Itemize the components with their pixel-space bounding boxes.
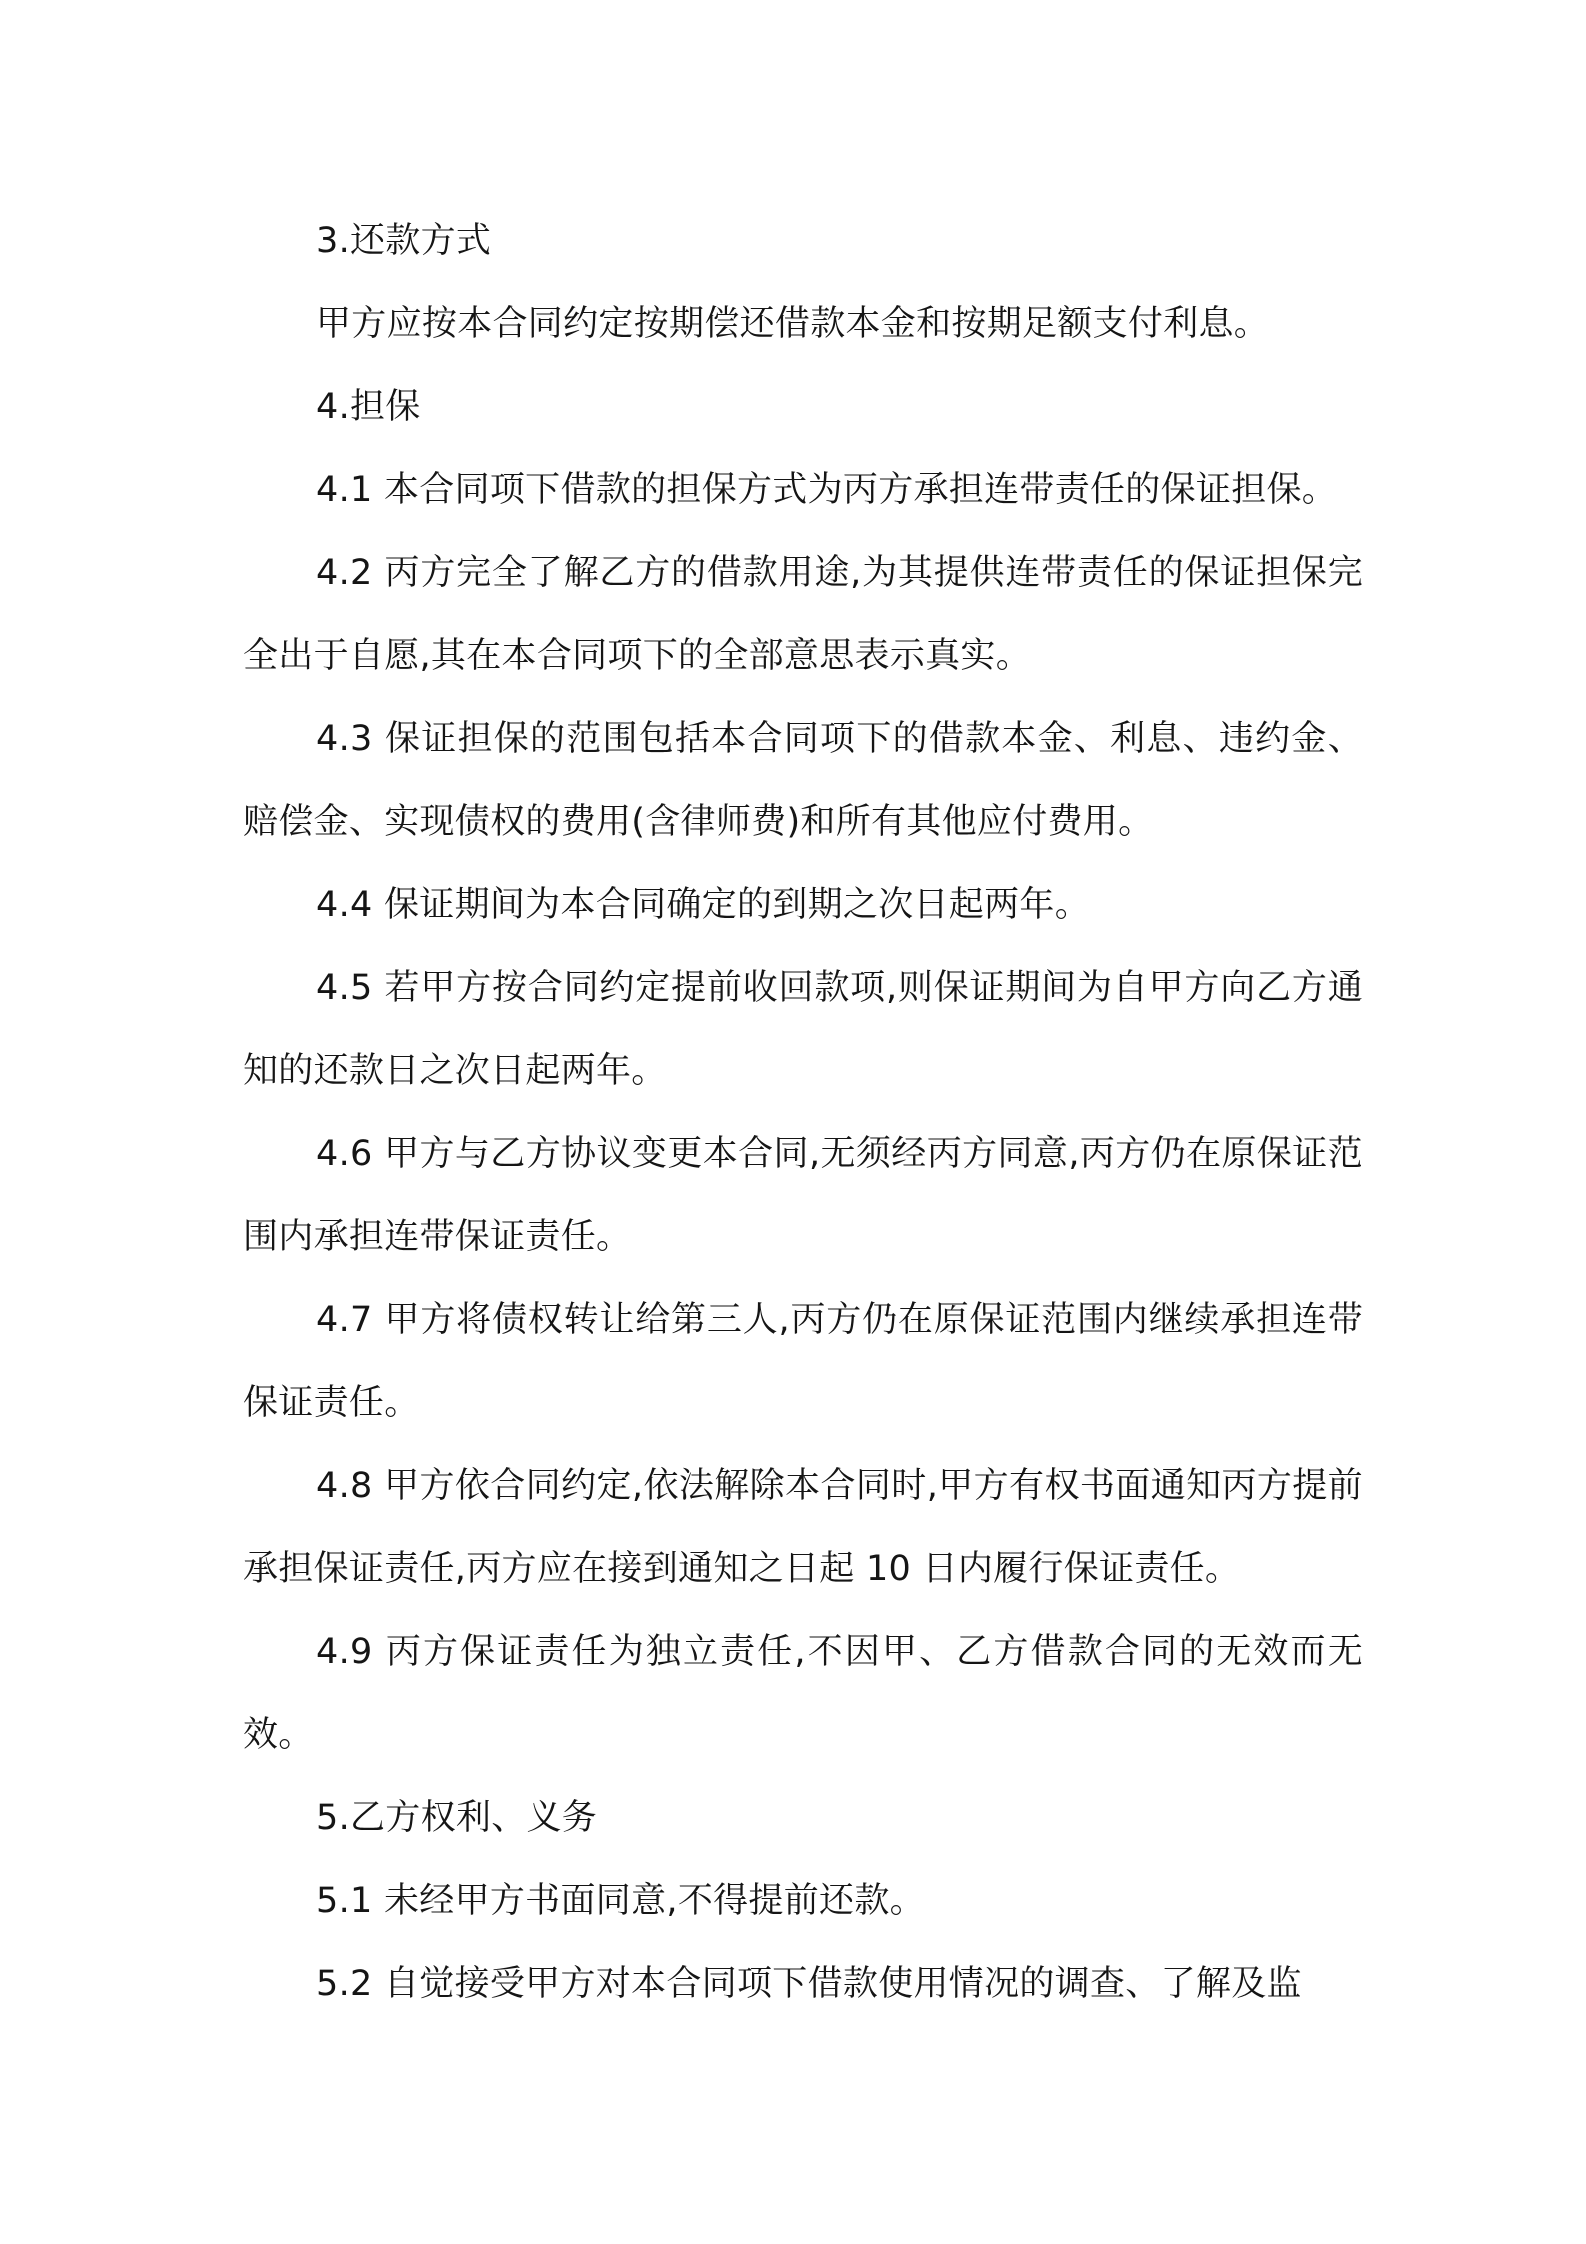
clause-4-9: 4.9 丙方保证责任为独立责任,不因甲、乙方借款合同的无效而无效。 bbox=[243, 1632, 1363, 1755]
clause-4-6: 4.6 甲方与乙方协议变更本合同,无须经丙方同意,丙方仍在原保证范围内承担连带保证责任。 bbox=[243, 1134, 1363, 1257]
document-body bbox=[243, 200, 1363, 2026]
clause-4-8: 4.8 甲方依合同约定,依法解除本合同时,甲方有权书面通知丙方提前承担保证责任,丙方应在接到通知之日起 10 日内履行保证责任。 bbox=[243, 1466, 1363, 1589]
clause-4-7: 4.7 甲方将债权转让给第三人,丙方仍在原保证范围内继续承担连带保证责任。 bbox=[243, 1300, 1363, 1423]
clause-4-5: 4.5 若甲方按合同约定提前收回款项,则保证期间为自甲方向乙方通知的还款日之次日起两年。 bbox=[243, 968, 1363, 1091]
clause-4-2: 4.2 丙方完全了解乙方的借款用途,为其提供连带责任的保证担保完全出于自愿,其在本合同项下的全部意思表示真实。 bbox=[243, 553, 1363, 676]
clause-4-1: 4.1 本合同项下借款的担保方式为丙方承担连带责任的保证担保。 bbox=[316, 470, 1338, 510]
paragraph-repayment-text: 甲方应按本合同约定按期偿还借款本金和按期足额支付利息。 bbox=[316, 304, 1270, 344]
section-heading-repayment: 3.还款方式 bbox=[316, 221, 492, 261]
clause-5-1: 5.1 未经甲方书面同意,不得提前还款。 bbox=[316, 1881, 925, 1921]
section-heading-party-b-rights: 5.乙方权利、义务 bbox=[316, 1798, 598, 1838]
clause-4-3: 4.3 保证担保的范围包括本合同项下的借款本金、利息、违约金、赔偿金、实现债权的费用(含律师费)和所有其他应付费用。 bbox=[243, 719, 1363, 842]
section-heading-guarantee: 4.担保 bbox=[316, 387, 421, 427]
clause-5-2: 5.2 自觉接受甲方对本合同项下借款使用情况的调查、了解及监 bbox=[316, 1964, 1302, 2004]
clause-4-4: 4.4 保证期间为本合同确定的到期之次日起两年。 bbox=[316, 885, 1090, 925]
